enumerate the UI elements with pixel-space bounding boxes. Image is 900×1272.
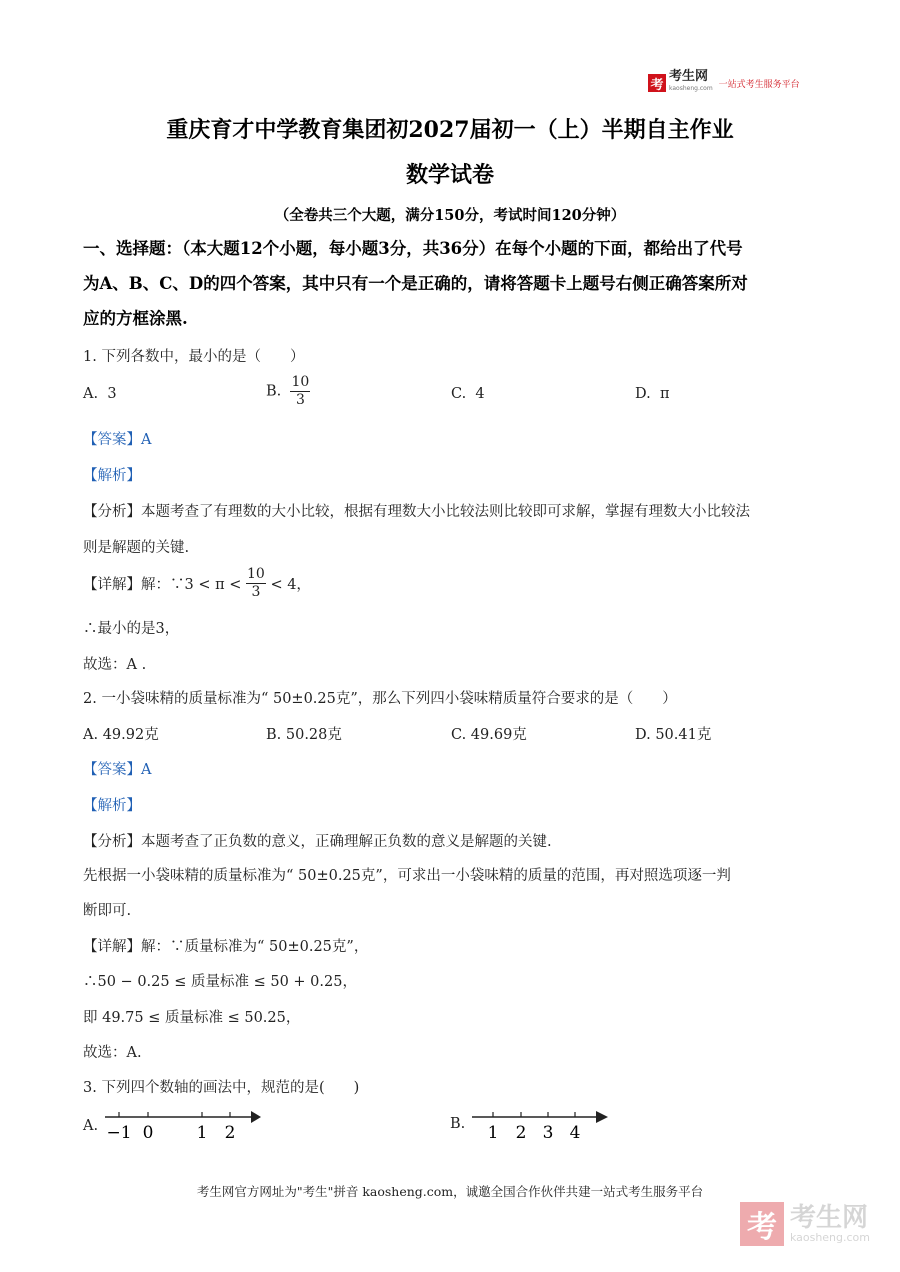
section-line-1: 一、选择题：（本大题12个小题，每小题3分，共36分）在每个小题的下面，都给出了代号 [83,239,743,258]
watermark [740,1202,870,1246]
tick-label: 0 [142,1123,154,1143]
q1-option-b: B. $\frac{10}{3}$ [266,374,310,408]
q1-jiexi: 【解析】 [83,468,141,484]
fraction: $\frac{10}{3}$ [291,374,310,408]
logo-icon: 考 [648,74,666,92]
q2-detail-2: ∴50 − 0.25 ≤ 质量标准 ≤ 50 + 0.25， [83,974,357,990]
arrow-icon [596,1111,608,1123]
q1-stem: 1. 下列各数中，最小的是（ ） [83,349,305,365]
watermark-logo-icon: 考 [740,1202,784,1246]
tick-label: 2 [515,1123,527,1143]
q2-stem: 2. 一小袋味精的质量标准为“ 50±0.25克”，那么下列四小袋味精质量符合要求的是（ ） [83,691,677,707]
exam-info: （全卷共三个大题，满分150分，考试时间120分钟） [274,207,626,224]
q2-fenxi: 【分析】本题考查了正负数的意义，正确理解正负数的意义是解题的关键. [83,834,552,850]
logo-domain: kaosheng.com [669,85,713,92]
number-line-a [83,1106,283,1146]
q3-option-b: B. 1 2 3 4 [450,1106,650,1146]
q1-answer: 【答案】A [83,432,152,448]
q1-option-a: A. 3 [83,386,117,402]
q2-explain-2: 断即可. [83,903,132,919]
q2-option-d: D. 50.41克 [635,727,712,743]
q1-choose: 故选：A . [83,657,147,673]
q2-choose: 故选：A. [83,1045,142,1061]
q2-explain-1: 先根据一小袋味精的质量标准为“ 50±0.25克”，可求出一小袋味精的质量的范围，再对照选项逐一判 [83,868,731,884]
fraction: $\frac{10}{3}$ [247,566,265,600]
page-subtitle: 数学试卷 [405,162,494,188]
section-line-2: 为A、B、C、D的四个答案，其中只有一个是正确的，请将答题卡上题号右侧正确答案所对 [83,274,748,293]
q2-detail-3: 即 49.75 ≤ 质量标准 ≤ 50.25， [83,1010,301,1026]
header-logo [648,69,800,94]
arrow-icon [251,1111,261,1123]
q1-conclusion: ∴最小的是3， [83,621,180,637]
q3-option-a: A. −1 0 1 2 [83,1106,283,1146]
q2-option-c: C. 49.69克 [451,727,527,743]
page-title: 重庆育才中学教育集团初2027届初一（上）半期自主作业 [166,117,734,143]
q1-detail: 【详解】解：∵3 < π < $\frac{10}{3}$ < 4， [83,566,311,600]
footer-text: 考生网官方网址为"考生"拼音 kaosheng.com，诚邀全国合作伙伴共建一站式考生服务平台 [196,1184,704,1199]
q3-stem: 3. 下列四个数轴的画法中，规范的是( ) [83,1080,360,1096]
q2-detail-1: 【详解】解：∵质量标准为“ 50±0.25克”， [83,939,369,955]
q1-fenxi-1: 【分析】本题考查了有理数的大小比较，根据有理数大小比较法则比较即可求解，掌握有理数大小比较法 [83,504,750,520]
tick-label: 3 [542,1123,554,1143]
q2-option-b: B. 50.28克 [266,727,342,743]
section-instructions [83,231,823,336]
tick-label: 1 [196,1123,208,1143]
q1-option-d: D. π [635,386,670,402]
logo-slogan: 一站式考生服务平台 [718,79,800,90]
q1-option-c: C. 4 [451,386,485,402]
tick-label: 1 [487,1123,499,1143]
tick-label: 2 [224,1123,236,1143]
logo-name: 考生网 kaosheng.com [669,71,713,95]
watermark-name: 考生网 [789,1203,868,1233]
q2-option-a: A. 49.92克 [83,727,159,743]
q2-answer: 【答案】A [83,762,152,778]
number-line-b [450,1106,650,1146]
watermark-domain: kaosheng.com [789,1231,870,1244]
q1-fenxi-2: 则是解题的关键. [83,540,190,556]
section-line-3: 应的方框涂黑. [83,309,188,328]
q2-jiexi: 【解析】 [83,798,141,814]
tick-label: 4 [569,1123,581,1143]
tick-label: −1 [106,1123,132,1143]
